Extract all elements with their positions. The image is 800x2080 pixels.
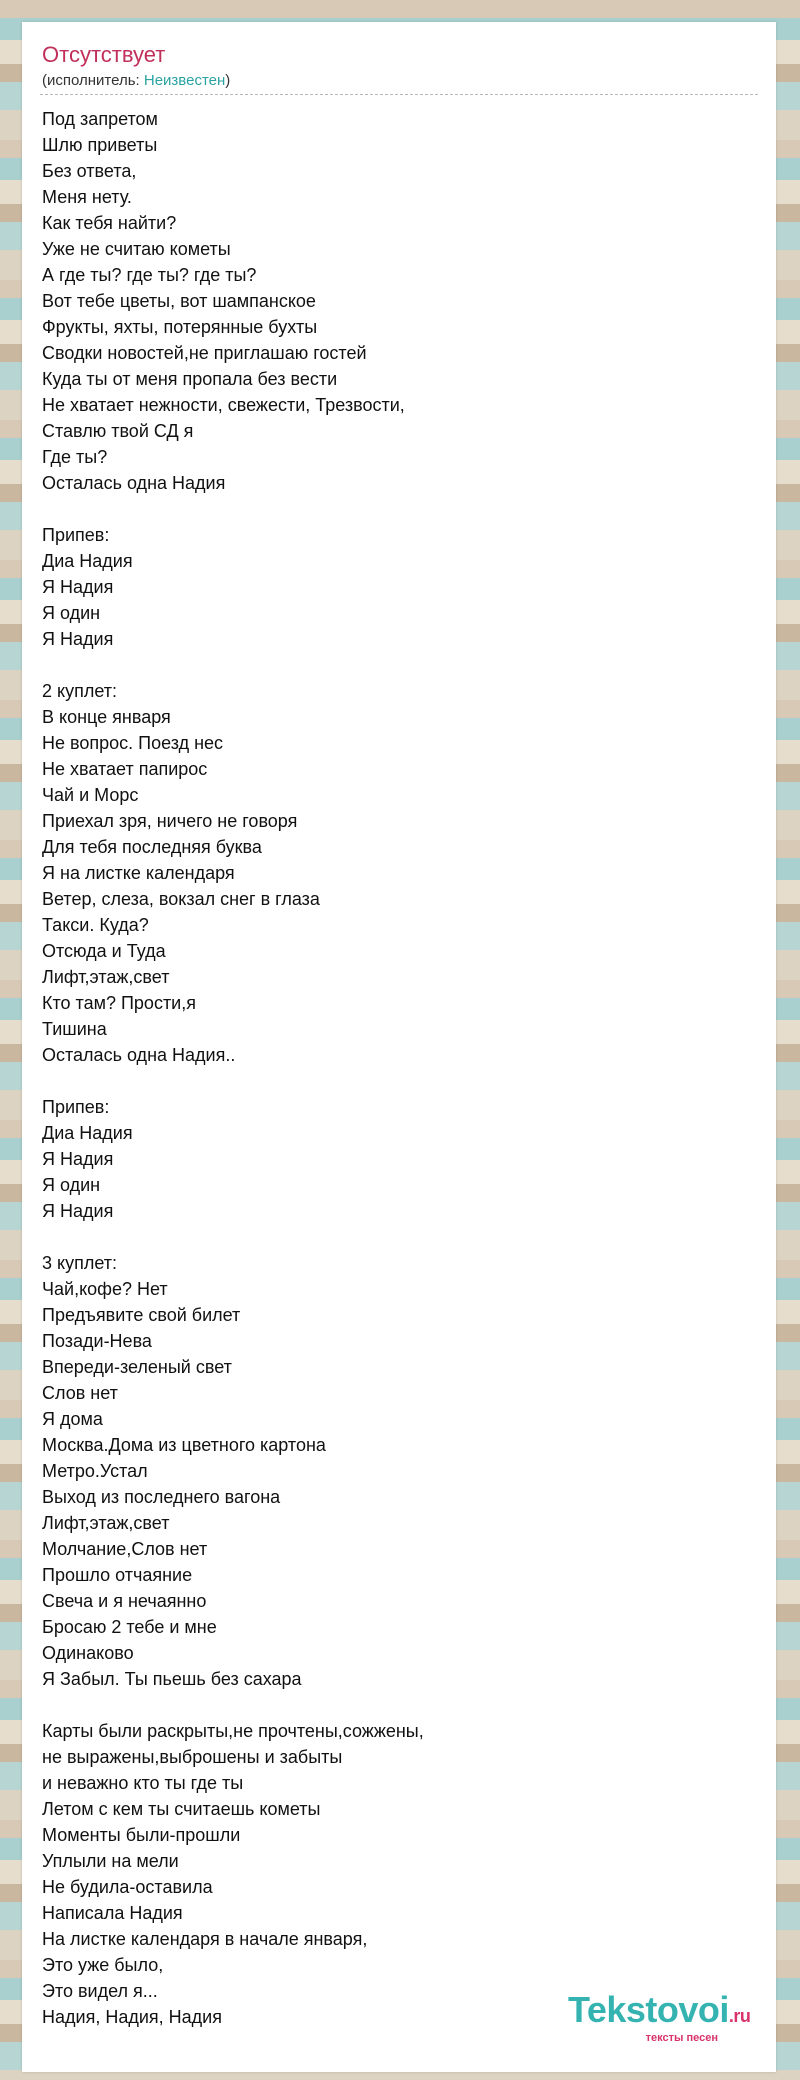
- lyric-line: Диа Надия: [42, 551, 133, 571]
- lyric-line: Выход из последнего вагона: [42, 1487, 281, 1507]
- lyric-line: Москва.Дома из цветного картона: [42, 1435, 326, 1455]
- lyric-line: и неважно кто ты где ты: [42, 1773, 244, 1793]
- lyrics-card: [22, 22, 776, 2072]
- lyric-line: Приехал зря, ничего не говоря: [42, 811, 298, 831]
- divider: [40, 94, 758, 95]
- song-title: Отсутствует: [42, 42, 166, 67]
- lyric-line: Меня нету.: [42, 187, 132, 207]
- lyric-line: Я один: [42, 603, 101, 623]
- lyric-line: Без ответа,: [42, 161, 137, 181]
- lyric-line: Метро.Устал: [42, 1461, 148, 1481]
- lyric-line: Ставлю твой СД я: [42, 421, 194, 441]
- lyric-line: Для тебя последняя буква: [42, 837, 262, 857]
- lyric-line: Это уже было,: [42, 1955, 164, 1975]
- lyric-line: Шлю приветы: [42, 135, 158, 155]
- lyric-line: Не хватает нежности, свежести, Трезвости,: [42, 395, 405, 415]
- lyric-line: Не вопрос. Поезд нес: [42, 733, 224, 753]
- lyric-line: Припев:: [42, 525, 110, 545]
- lyric-line: Уплыли на мели: [42, 1851, 179, 1871]
- lyric-line: Не будила-оставила: [42, 1877, 213, 1897]
- lyric-line: [42, 1692, 742, 1718]
- lyric-line: Моменты были-прошли: [42, 1825, 241, 1845]
- lyric-line: Одинаково: [42, 1643, 134, 1663]
- lyric-line: Предъявите свой билет: [42, 1305, 241, 1325]
- lyric-line: Это видел я...: [42, 1981, 158, 2001]
- lyric-line: Я Надия: [42, 1149, 114, 1169]
- lyric-line: [42, 652, 742, 678]
- lyric-line: Где ты?: [42, 447, 108, 467]
- lyric-line: Вот тебе цветы, вот шампанское: [42, 291, 316, 311]
- lyric-line: Молчание,Слов нет: [42, 1539, 208, 1559]
- lyric-line: Позади-Нева: [42, 1331, 152, 1351]
- lyric-line: Под запретом: [42, 109, 158, 129]
- lyric-line: Свеча и я нечаянно: [42, 1591, 207, 1611]
- lyric-line: Не хватает папирос: [42, 759, 208, 779]
- lyric-line: не выражены,выброшены и забыты: [42, 1747, 343, 1767]
- site-logo[interactable]: [568, 1990, 758, 2044]
- lyric-line: 2 куплет:: [42, 681, 117, 701]
- logo-tld: .ru: [728, 2006, 751, 2026]
- lyric-line: А где ты? где ты? где ты?: [42, 265, 257, 285]
- lyric-line: На листке календаря в начале января,: [42, 1929, 368, 1949]
- lyric-line: Я дома: [42, 1409, 103, 1429]
- lyric-line: Сводки новостей,не приглашаю гостей: [42, 343, 367, 363]
- lyric-line: Написала Надия: [42, 1903, 183, 1923]
- lyric-line: Чай и Морс: [42, 785, 139, 805]
- lyric-line: Диа Надия: [42, 1123, 133, 1143]
- lyric-line: Летом с кем ты считаешь кометы: [42, 1799, 321, 1819]
- lyric-line: Отсюда и Туда: [42, 941, 166, 961]
- lyric-line: Я Надия: [42, 1201, 114, 1221]
- lyric-line: Тишина: [42, 1019, 107, 1039]
- lyric-line: Кто там? Прости,я: [42, 993, 196, 1013]
- lyric-line: Лифт,этаж,свет: [42, 1513, 170, 1533]
- artist-line: [42, 72, 230, 89]
- logo-tagline: тексты песен: [645, 2032, 718, 2044]
- lyric-line: Ветер, слеза, вокзал снег в глаза: [42, 889, 320, 909]
- lyric-line: Я на листке календаря: [42, 863, 235, 883]
- lyric-line: 3 куплет:: [42, 1253, 117, 1273]
- lyric-line: Фрукты, яхты, потерянные бухты: [42, 317, 318, 337]
- lyric-line: Уже не считаю кометы: [42, 239, 231, 259]
- lyric-line: Слов нет: [42, 1383, 118, 1403]
- lyric-line: Я один: [42, 1175, 101, 1195]
- artist-link[interactable]: Неизвестен: [143, 72, 226, 89]
- lyric-line: Я Надия: [42, 577, 114, 597]
- lyric-line: Осталась одна Надия: [42, 473, 226, 493]
- lyric-line: В конце января: [42, 707, 171, 727]
- lyric-line: Куда ты от меня пропала без вести: [42, 369, 338, 389]
- lyric-line: Как тебя найти?: [42, 213, 177, 233]
- lyric-line: Лифт,этаж,свет: [42, 967, 170, 987]
- lyric-line: Я Надия: [42, 629, 114, 649]
- lyric-line: Осталась одна Надия..: [42, 1045, 236, 1065]
- lyric-line: Чай,кофе? Нет: [42, 1279, 168, 1299]
- lyric-line: Такси. Куда?: [42, 915, 149, 935]
- lyric-line: Бросаю 2 тебе и мне: [42, 1617, 217, 1637]
- logo-name: Tekstovoi: [568, 1989, 729, 2030]
- lyric-line: Надия, Надия, Надия: [42, 2007, 222, 2027]
- artist-suffix: ): [225, 72, 231, 89]
- lyric-line: Прошло отчаяние: [42, 1565, 193, 1585]
- lyric-line: [42, 1224, 742, 1250]
- lyric-line: Я Забыл. Ты пьешь без сахара: [42, 1669, 302, 1689]
- lyrics-text: [42, 106, 742, 2030]
- lyric-line: Припев:: [42, 1097, 110, 1117]
- lyric-line: [42, 496, 742, 522]
- lyric-line: Карты были раскрыты,не прочтены,сожжены,: [42, 1721, 424, 1741]
- lyric-line: [42, 1068, 742, 1094]
- lyric-line: Впереди-зеленый свет: [42, 1357, 232, 1377]
- artist-prefix: (исполнитель:: [42, 72, 144, 89]
